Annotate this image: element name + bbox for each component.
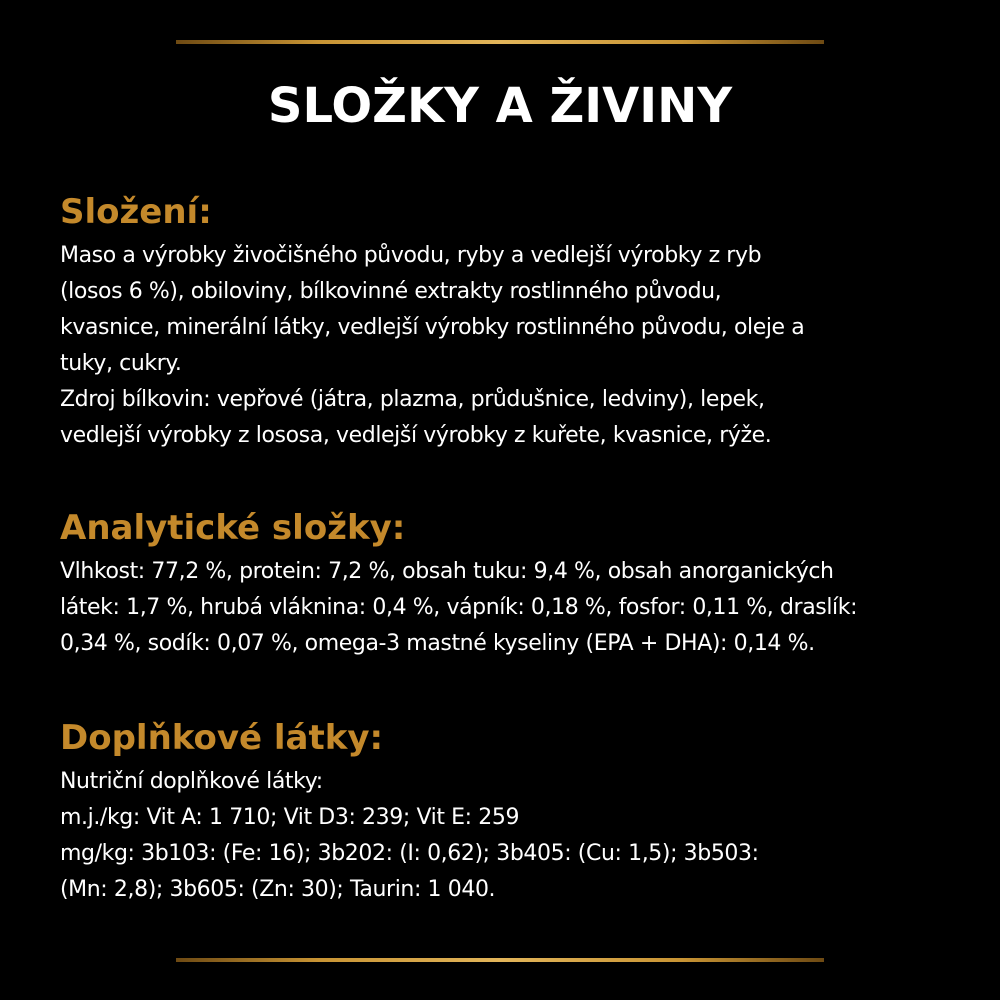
text-line: mg/kg: 3b103: (Fe: 16); 3b202: (I: 0,62); 3b405: (Cu: 1,5); 3b503:: [60, 841, 759, 866]
text-line: Maso a výrobky živočišného původu, ryby a vedlejší výrobky z ryb: [60, 243, 762, 268]
section-composition: [60, 190, 960, 454]
text-line: vedlejší výrobky z lososa, vedlejší výrobky z kuřete, kvasnice, rýže.: [60, 423, 772, 448]
section-body-composition: [60, 238, 960, 454]
text-line: Zdroj bílkovin: vepřové (játra, plazma, průdušnice, ledviny), lepek,: [60, 387, 765, 412]
section-body-analytical: [60, 554, 960, 662]
text-line: 0,34 %, sodík: 0,07 %, omega-3 mastné kyseliny (EPA + DHA): 0,14 %.: [60, 631, 815, 656]
bottom-gold-rule: [176, 958, 824, 962]
text-line: m.j./kg: Vit A: 1 710; Vit D3: 239; Vit E: 259: [60, 805, 520, 830]
text-line: tuky, cukry.: [60, 351, 182, 376]
section-additives: [60, 716, 960, 908]
text-line: látek: 1,7 %, hrubá vláknina: 0,4 %, vápník: 0,18 %, fosfor: 0,11 %, draslík:: [60, 595, 858, 620]
section-analytical: [60, 506, 960, 662]
top-gold-rule: [176, 40, 824, 44]
text-line: Nutriční doplňkové látky:: [60, 769, 323, 794]
text-line: (Mn: 2,8); 3b605: (Zn: 30); Taurin: 1 040.: [60, 877, 496, 902]
section-body-additives: [60, 764, 960, 908]
text-line: Vlhkost: 77,2 %, protein: 7,2 %, obsah tuku: 9,4 %, obsah anorganických: [60, 559, 834, 584]
text-line: (losos 6 %), obiloviny, bílkovinné extrakty rostlinného původu,: [60, 279, 722, 304]
page-title: SLOŽKY A ŽIVINY: [267, 78, 733, 134]
section-heading-analytical: Analytické složky:: [60, 508, 406, 548]
text-line: kvasnice, minerální látky, vedlejší výrobky rostlinného původu, oleje a: [60, 315, 805, 340]
section-heading-additives: Doplňkové látky:: [60, 718, 384, 758]
section-heading-composition: Složení:: [60, 192, 212, 232]
